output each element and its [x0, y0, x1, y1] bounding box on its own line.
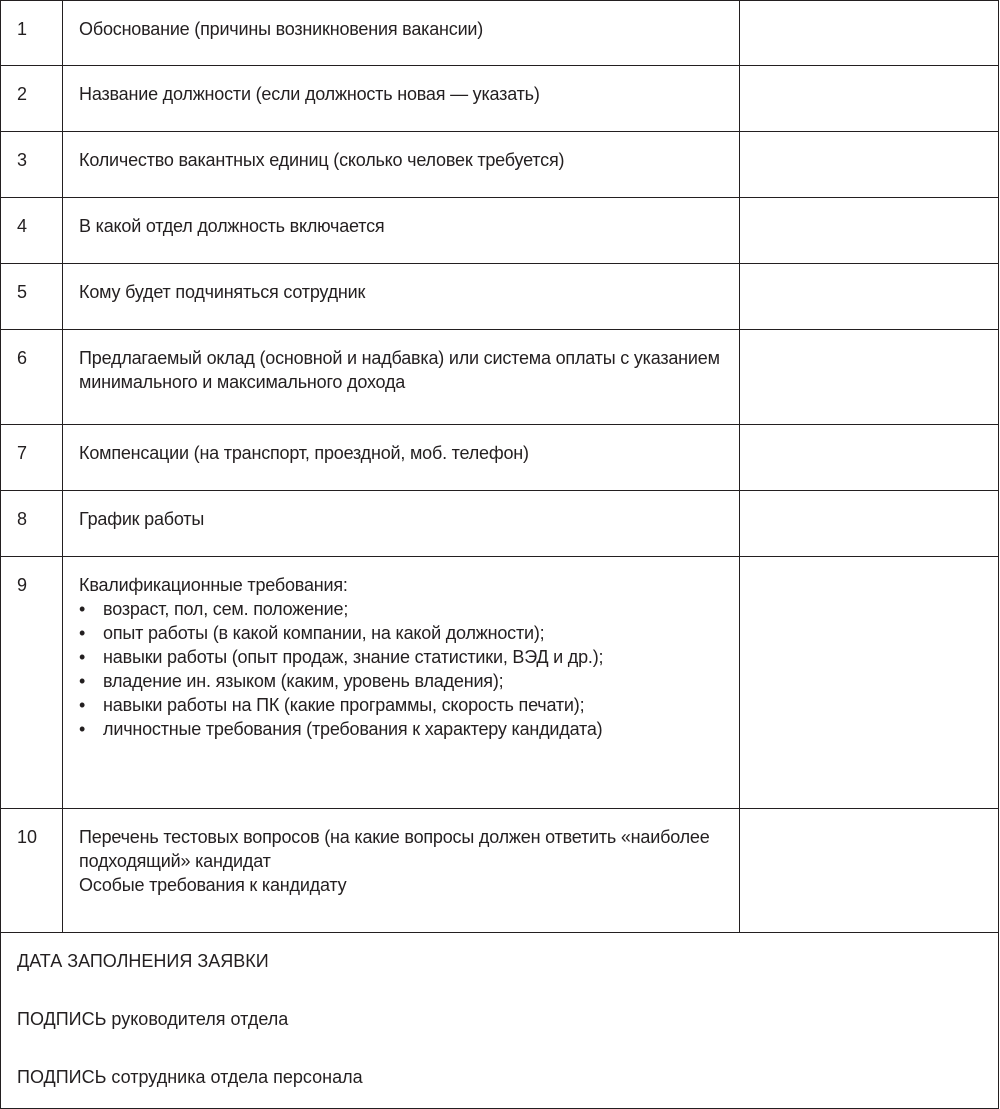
answer-cell[interactable]: [739, 132, 998, 198]
row-number: 3: [17, 150, 28, 170]
answer-cell[interactable]: [739, 330, 998, 425]
signature-footer: [1, 933, 999, 1109]
table-row: [1, 557, 999, 809]
row-number: 10: [17, 827, 38, 847]
row-number: 2: [17, 84, 28, 104]
row-label-cell: [63, 491, 740, 557]
row-label-cell: [63, 66, 740, 132]
row-number: 6: [17, 348, 28, 368]
row-number-cell: [1, 198, 63, 264]
hr-signature-label: ПОДПИСЬ сотрудника отдела персонала: [17, 1067, 363, 1087]
row-number-cell: [1, 557, 63, 809]
fill-date-label: ДАТА ЗАПОЛНЕНИЯ ЗАЯВКИ: [17, 951, 269, 971]
answer-cell[interactable]: [739, 1, 998, 66]
table-row: [1, 198, 999, 264]
row-number: 8: [17, 509, 28, 529]
requirements-list: [79, 597, 727, 741]
row-label-cell: [63, 809, 740, 933]
head-signature-label: ПОДПИСЬ руководителя отдела: [17, 1009, 289, 1029]
list-item: • владение ин. языком (каким, уровень владения);: [79, 669, 727, 693]
answer-cell[interactable]: [739, 809, 998, 933]
row-number: 9: [17, 575, 28, 595]
answer-cell[interactable]: [739, 198, 998, 264]
list-item: • возраст, пол, сем. положение;: [79, 597, 727, 621]
list-item: • опыт работы (в какой компании, на какой должности);: [79, 621, 727, 645]
list-item: • личностные требования (требования к характеру кандидата): [79, 717, 727, 741]
table-row: [1, 132, 999, 198]
row-label-cell: [63, 1, 740, 66]
row-label-cell: [63, 198, 740, 264]
table-row: [1, 1, 999, 66]
row-number-cell: [1, 491, 63, 557]
row-label-cell: [63, 425, 740, 491]
row-number: 4: [17, 216, 28, 236]
row-number-cell: [1, 132, 63, 198]
row-number-cell: [1, 1, 63, 66]
row-label: Количество вакантных единиц (сколько человек требуется): [79, 150, 565, 170]
row-number: 1: [17, 19, 28, 39]
row-label-line: подходящий» кандидат: [79, 851, 271, 871]
table-row: [1, 264, 999, 330]
row-label: Кому будет подчиняться сотрудник: [79, 282, 366, 302]
row-label-line: Предлагаемый оклад (основной и надбавка) или система оплаты с указанием: [79, 348, 720, 368]
row-label-cell: [63, 557, 740, 809]
signature-footer-row: [1, 933, 999, 1109]
row-label-cell: [63, 330, 740, 425]
row-label: Квалификационные требования:: [79, 575, 348, 595]
table-row: [1, 425, 999, 491]
row-label: В какой отдел должность включается: [79, 216, 385, 236]
table-row: [1, 66, 999, 132]
answer-cell[interactable]: [739, 557, 998, 809]
row-label-cell: [63, 132, 740, 198]
row-number-cell: [1, 425, 63, 491]
row-label: График работы: [79, 509, 205, 529]
row-number-cell: [1, 809, 63, 933]
list-item: • навыки работы на ПК (какие программы, скорость печати);: [79, 693, 727, 717]
row-label-line: Особые требования к кандидату: [79, 875, 347, 895]
row-number-cell: [1, 66, 63, 132]
row-label-line: Перечень тестовых вопросов (на какие вопросы должен ответить «наиболее: [79, 827, 710, 847]
row-number: 7: [17, 443, 28, 463]
row-label-cell: [63, 264, 740, 330]
row-label: Компенсации (на транспорт, проездной, моб. телефон): [79, 443, 529, 463]
row-number-cell: [1, 264, 63, 330]
row-label: Обоснование (причины возникновения вакансии): [79, 19, 484, 39]
table-row: [1, 809, 999, 933]
answer-cell[interactable]: [739, 66, 998, 132]
answer-cell[interactable]: [739, 491, 998, 557]
answer-cell[interactable]: [739, 425, 998, 491]
row-label: Название должности (если должность новая — указать): [79, 84, 540, 104]
row-label-line: минимального и максимального дохода: [79, 372, 406, 392]
table-row: [1, 330, 999, 425]
answer-cell[interactable]: [739, 264, 998, 330]
list-item: • навыки работы (опыт продаж, знание статистики, ВЭД и др.);: [79, 645, 727, 669]
row-number: 5: [17, 282, 28, 302]
table-row: [1, 491, 999, 557]
row-number-cell: [1, 330, 63, 425]
